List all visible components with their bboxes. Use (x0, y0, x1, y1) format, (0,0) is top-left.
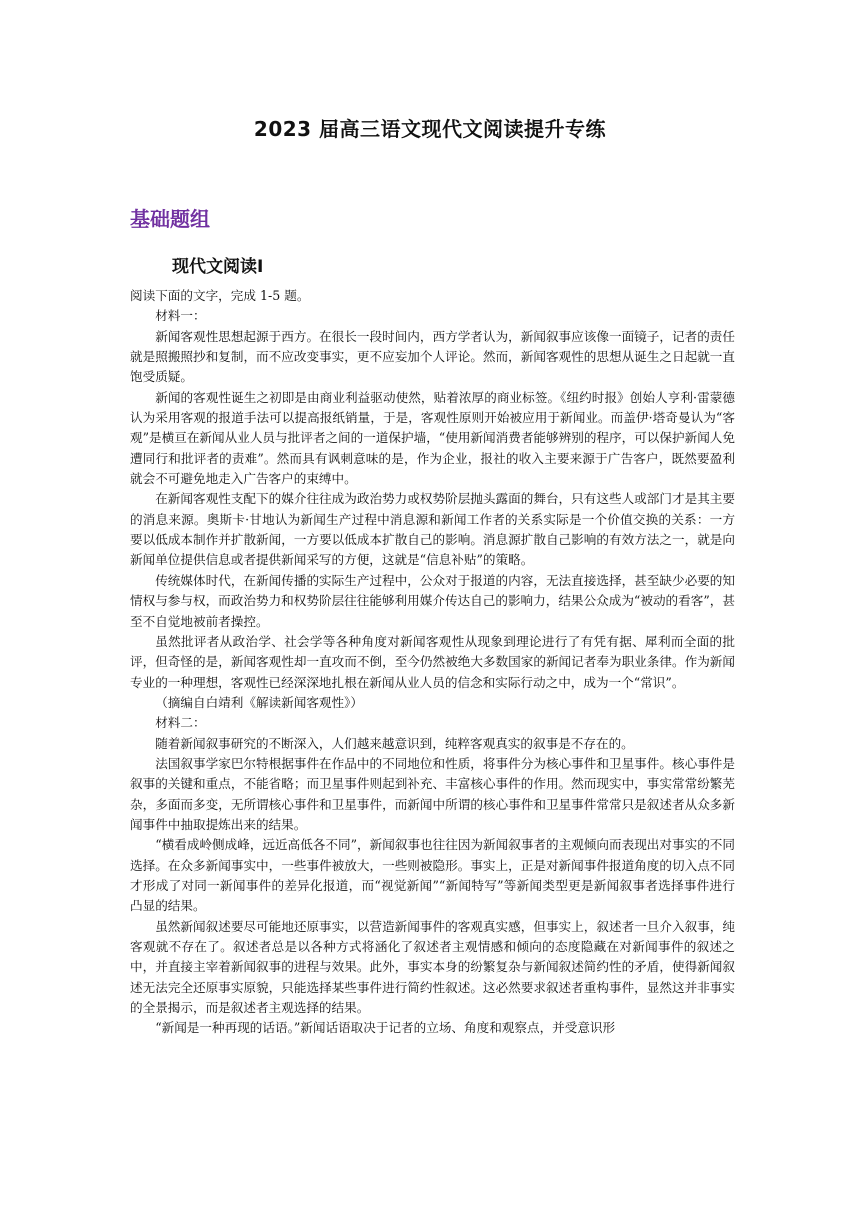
subsection-heading: 现代文阅读Ⅰ (172, 257, 264, 277)
paragraph: 在新闻客观性支配下的媒介往往成为政治势力或权势阶层抛头露面的舞台，只有这些人或部门才是其主要的消息来源。奥斯卡·甘地认为新闻生产过程中消息源和新闻工作者的关系实际是一个价值交换的关系：一方要以低成本制作并扩散新闻，一方要以低成本扩散自己的影响。消息源扩散自己影响的有效方法之一，就是向新闻单位提供信息或者提供新闻采写的方便，这就是“信息补贴”的策略。 (130, 491, 735, 568)
paragraph: 材料一： (155, 308, 206, 324)
section-heading: 基础题组 (130, 207, 210, 231)
paragraph: 新闻客观性思想起源于西方。在很长一段时间内，西方学者认为，新闻叙事应该像一面镜子，记者的责任就是照搬照抄和复制，而不应改变事实，更不应妄加个人评论。然而，新闻客观性的思想从诞生之日起就一直饱受质疑。 (130, 328, 735, 385)
paragraph: 虽然新闻叙述要尽可能地还原事实，以营造新闻事件的客观真实感，但事实上，叙述者一旦介入叙事，纯客观就不存在了。叙述者总是以各种方式将涵化了叙述者主观情感和倾向的态度隐藏在对新闻事件的叙述之中，并直接主宰着新闻叙事的进程与效果。此外，事实本身的纷繁复杂与新闻叙述简约性的矛盾，使得新闻叙述无法完全还原事实原貌，只能选择某些事件进行简约性叙述。这必然要求叙述者重构事件，显然这并非事实的全景揭示，而是叙述者主观选择的结果。 (130, 918, 735, 1016)
paragraph: 新闻的客观性诞生之初即是由商业利益驱动使然，贴着浓厚的商业标签。《纽约时报》创始人亨利·雷蒙德认为采用客观的报道手法可以提高报纸销量，于是，客观性原则开始被应用于新闻业。而盖伊·塔奇曼认为“客观”是横亘在新闻从业人员与批评者之间的一道保护墙，“使用新闻消费者能够辨别的程序，可以保护新闻人免遭同行和批评者的责难”。然而具有讽刺意味的是，作为企业，报社的收入主要来源于广告客户，既然要盈利就会不可避免地走入广告客户的束缚中。 (130, 389, 735, 487)
paragraph: 材料二： (155, 715, 206, 731)
paragraph: “横看成岭侧成峰，远近高低各不同”，新闻叙事也往往因为新闻叙事者的主观倾向而表现出对事实的不同选择。在众多新闻事实中，一些事件被放大，一些则被隐形。事实上，正是对新闻事件报道角度的切入点不同才形成了对同一新闻事件的差异化报道，而“视觉新闻”“新闻特写”等新闻类型更是新闻叙事者选择事件进行凸显的结果。 (130, 837, 735, 914)
paragraph: 随着新闻叙事研究的不断深入，人们越来越意识到，纯粹客观真实的叙事是不存在的。 (155, 735, 634, 751)
paragraph: 阅读下面的文字，完成 1-5 题。 (130, 288, 310, 303)
body-text (130, 286, 735, 1039)
paragraph: 法国叙事学家巴尔特根据事件在作品中的不同地位和性质，将事件分为核心事件和卫星事件。核心事件是叙事的关键和重点，不能省略；而卫星事件则起到补充、丰富核心事件的作用。然而现实中，事实常常纷繁芜杂，多面而多变，无所谓核心事件和卫星事件，而新闻中所谓的核心事件和卫星事件常常只是叙述者从众多新闻事件中抽取提炼出来的结果。 (130, 755, 735, 832)
paragraph: （摘编自白靖利《解读新闻客观性》） (155, 694, 363, 710)
paragraph: 虽然批评者从政治学、社会学等各种角度对新闻客观性从现象到理论进行了有凭有据、犀利而全面的批评，但奇怪的是，新闻客观性却一直攻而不倒，至今仍然被绝大多数国家的新闻记者奉为职业条律。作为新闻专业的一种理想，客观性已经深深地扎根在新闻从业人员的信念和实际行动之中，成为一个“常识”。 (130, 633, 735, 690)
paragraph: “新闻是一种再现的话语。”新闻话语取决于记者的立场、角度和观察点，并受意识形 (155, 1020, 616, 1036)
paragraph: 传统媒体时代，在新闻传播的实际生产过程中，公众对于报道的内容，无法直接选择，甚至缺少必要的知情权与参与权，而政治势力和权势阶层往往能够利用媒介传达自己的影响力，结果公众成为“被动的看客”，甚至不自觉地被前者操控。 (130, 572, 735, 629)
document-title: 2023 届高三语文现代文阅读提升专练 (253, 117, 607, 141)
